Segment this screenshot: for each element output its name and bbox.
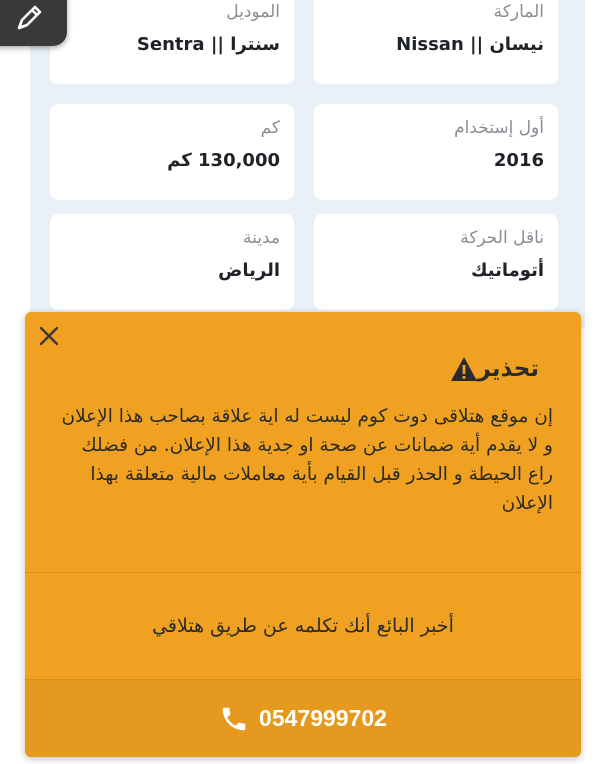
spec-card-brand bbox=[314, 0, 558, 84]
spec-value: نيسان || Nissan bbox=[396, 34, 544, 55]
specs-panel bbox=[30, 0, 585, 330]
spec-value: 2016 bbox=[493, 150, 544, 171]
close-button[interactable] bbox=[37, 324, 61, 348]
close-icon bbox=[39, 326, 59, 346]
spec-card-km bbox=[50, 104, 294, 200]
edit-button[interactable] bbox=[0, 0, 67, 46]
pen-icon bbox=[13, 0, 47, 34]
spec-label: مدينة bbox=[242, 228, 280, 248]
spec-label: الماركة bbox=[493, 2, 544, 22]
spec-label: الموديل bbox=[226, 2, 280, 22]
spec-label: كم bbox=[260, 118, 280, 138]
spec-value: سنترا || Sentra bbox=[136, 34, 280, 55]
warning-body: إن موقع هتلاقى دوت كوم ليست له اية علاقة بصاحب هذا الإعلان و لا يقدم أية ضمانات عن صحة او جدية هذا الإعلان. من فضلك راع الحيطة و الحذر قبل القيام بأية معاملات مالية متعلقة بهذا الإعلان bbox=[61, 406, 553, 514]
spec-label: أول إستخدام bbox=[454, 118, 544, 138]
spec-card-first-use bbox=[314, 104, 558, 200]
phone-icon bbox=[219, 704, 249, 734]
phone-number: 0547999702 bbox=[259, 705, 387, 731]
tell-seller-text: أخبر البائع أنك تكلمه عن طريق هتلاقي bbox=[152, 615, 454, 637]
spec-card-model bbox=[50, 0, 294, 84]
warning-dialog bbox=[25, 312, 581, 757]
spec-value: 130,000 كم bbox=[167, 150, 280, 171]
spec-card-transmission bbox=[314, 214, 558, 310]
spec-value: أتوماتيك bbox=[471, 260, 544, 281]
warning-title: تحذير bbox=[477, 356, 539, 382]
spec-card-city bbox=[50, 214, 294, 310]
spec-value: الرياض bbox=[218, 260, 280, 281]
warning-icon bbox=[450, 356, 478, 382]
spec-label: ناقل الحركة bbox=[460, 228, 544, 248]
warning-header bbox=[450, 356, 553, 382]
call-seller-button[interactable] bbox=[25, 680, 581, 757]
